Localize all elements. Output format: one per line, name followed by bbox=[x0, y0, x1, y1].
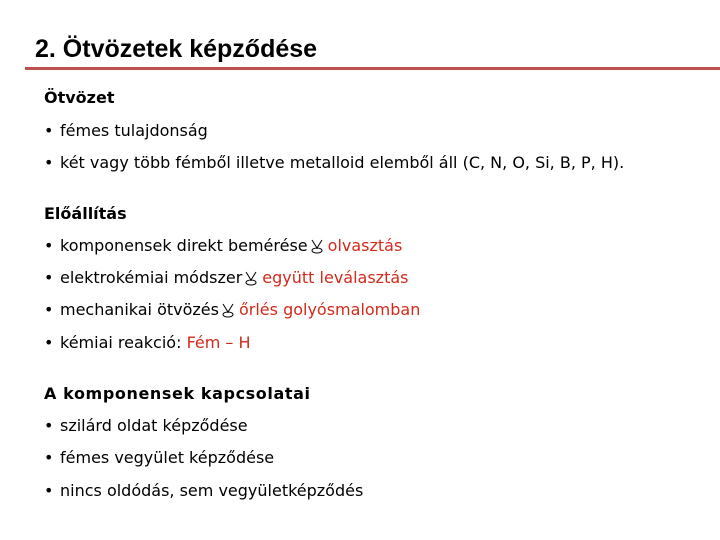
bullet-icon: • bbox=[44, 236, 54, 255]
item-accent: olvasztás bbox=[327, 236, 403, 255]
bullet-icon: • bbox=[44, 416, 54, 435]
list-item bbox=[44, 121, 208, 141]
list-item bbox=[44, 448, 274, 468]
list-item bbox=[44, 236, 402, 259]
list-item bbox=[44, 268, 408, 291]
item-text: fémes tulajdonság bbox=[60, 121, 208, 140]
list-item bbox=[44, 300, 420, 323]
list-item bbox=[44, 333, 251, 353]
item-accent: őrlés golyósmalomban bbox=[238, 300, 421, 319]
double-arrow-icon bbox=[221, 302, 235, 323]
bullet-icon: • bbox=[44, 481, 54, 500]
list-item bbox=[44, 416, 248, 436]
heading-otvozet: Ötvözet bbox=[44, 88, 115, 107]
bullet-icon: • bbox=[44, 333, 54, 352]
bullet-icon: • bbox=[44, 300, 54, 319]
list-item bbox=[44, 481, 363, 501]
item-text: kémiai reakció: bbox=[60, 333, 182, 352]
item-text: két vagy több fémből illetve metalloid elemből áll (C, N, O, Si, B, P, H). bbox=[60, 153, 625, 172]
item-text: mechanikai ötvözés bbox=[60, 300, 219, 319]
title-underline bbox=[25, 67, 720, 70]
item-text: nincs oldódás, sem vegyületképződés bbox=[60, 481, 364, 500]
item-accent: Fém – H bbox=[186, 333, 251, 352]
list-item bbox=[44, 153, 624, 173]
item-accent: együtt leválasztás bbox=[262, 268, 409, 287]
item-text: fémes vegyület képződése bbox=[60, 448, 275, 467]
bullet-icon: • bbox=[44, 153, 54, 172]
item-text: szilárd oldat képződése bbox=[60, 416, 248, 435]
double-arrow-icon bbox=[310, 238, 324, 259]
item-text: elektrokémiai módszer bbox=[60, 268, 243, 287]
bullet-icon: • bbox=[44, 121, 54, 140]
bullet-icon: • bbox=[44, 448, 54, 467]
bullet-icon: • bbox=[44, 268, 54, 287]
double-arrow-icon bbox=[244, 270, 258, 291]
slide-title: 2. Ötvözetek képződése bbox=[35, 35, 318, 63]
heading-eloallitas: Előállítás bbox=[44, 204, 127, 223]
heading-komponensek: A komponensek kapcsolatai bbox=[44, 384, 311, 403]
item-text: komponensek direkt bemérése bbox=[60, 236, 308, 255]
